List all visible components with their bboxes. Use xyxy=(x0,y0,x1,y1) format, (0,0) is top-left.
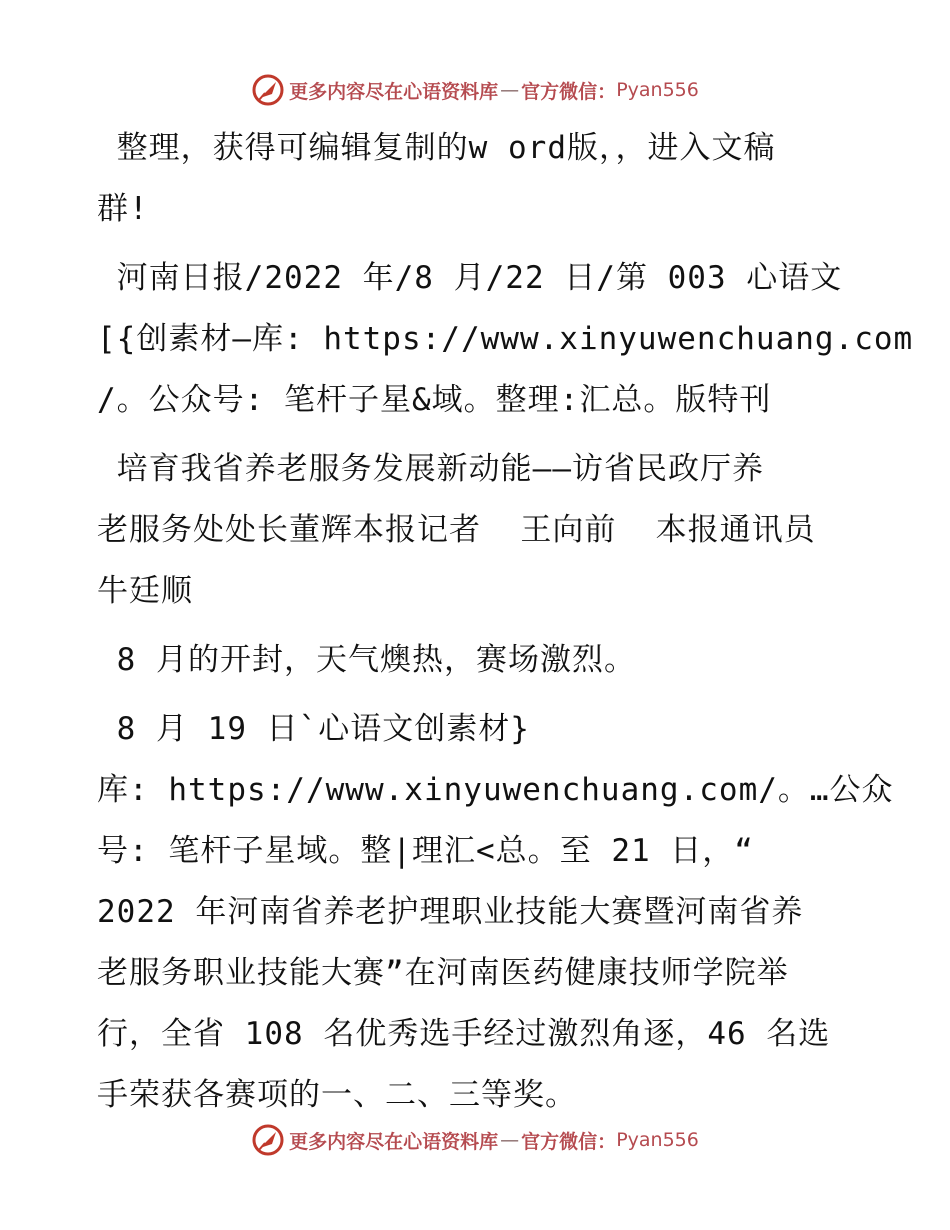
text-line: 8 月 19 日`心语文创素材} xyxy=(97,711,530,747)
text-line: /。公众号: 笔杆子星&域。整理:汇总。版特刊 xyxy=(97,382,772,418)
text-line: 老服务处处长董辉本报记者 王向前 本报通讯员 xyxy=(97,512,816,548)
text-line: 整理，获得可编辑复制的w ord版，，进入文稿 xyxy=(97,130,776,166)
text-line: 手荣获各赛项的一、二、三等奖。 xyxy=(97,1077,577,1113)
feather-logo-icon xyxy=(251,73,285,107)
paragraph-4 xyxy=(97,630,857,691)
document-body xyxy=(97,118,914,1134)
watermark-wechat-id: Pyan556 xyxy=(616,79,699,101)
paragraph-2 xyxy=(97,248,914,431)
watermark-header xyxy=(0,70,950,110)
paragraph-5 xyxy=(97,699,894,1126)
watermark-wechat-id: Pyan556 xyxy=(616,1129,699,1151)
watermark-main-text: 更多内容尽在心语资料库 xyxy=(289,1130,499,1153)
text-line: [{创素材—库: https://www.xinyuwenchuang.com xyxy=(97,321,914,357)
watermark-suffix: 官方微信： xyxy=(521,1130,617,1153)
text-line: 河南日报/2022 年/8 月/22 日/第 003 心语文 xyxy=(97,260,843,296)
watermark-footer xyxy=(0,1120,950,1160)
text-line: 培育我省养老服务发展新动能——访省民政厅养 xyxy=(97,451,764,487)
watermark-main-text: 更多内容尽在心语资料库 xyxy=(289,80,499,103)
text-line: 8 月的开封，天气燠热，赛场激烈。 xyxy=(97,642,636,678)
watermark-dash: — xyxy=(500,1129,520,1151)
text-line: 老服务职业技能大赛”在河南医药健康技师学院举 xyxy=(97,955,789,991)
text-line: 号: 笔杆子星域。整|理汇<总。至 21 日，“ xyxy=(97,833,754,869)
text-line: 行，全省 108 名优秀选手经过激烈角逐，46 名选 xyxy=(97,1016,831,1052)
text-line: 库: https://www.xinyuwenchuang.com/。…公众 xyxy=(97,772,894,808)
paragraph-3 xyxy=(97,439,857,622)
text-line: 2022 年河南省养老护理职业技能大赛暨河南省养 xyxy=(97,894,804,930)
watermark-suffix: 官方微信： xyxy=(521,80,617,103)
watermark-dash: — xyxy=(500,79,520,101)
feather-logo-icon xyxy=(251,1123,285,1157)
text-line: 牛廷顺 xyxy=(97,573,193,609)
text-line: 群! xyxy=(97,191,149,227)
paragraph-1 xyxy=(97,118,857,240)
